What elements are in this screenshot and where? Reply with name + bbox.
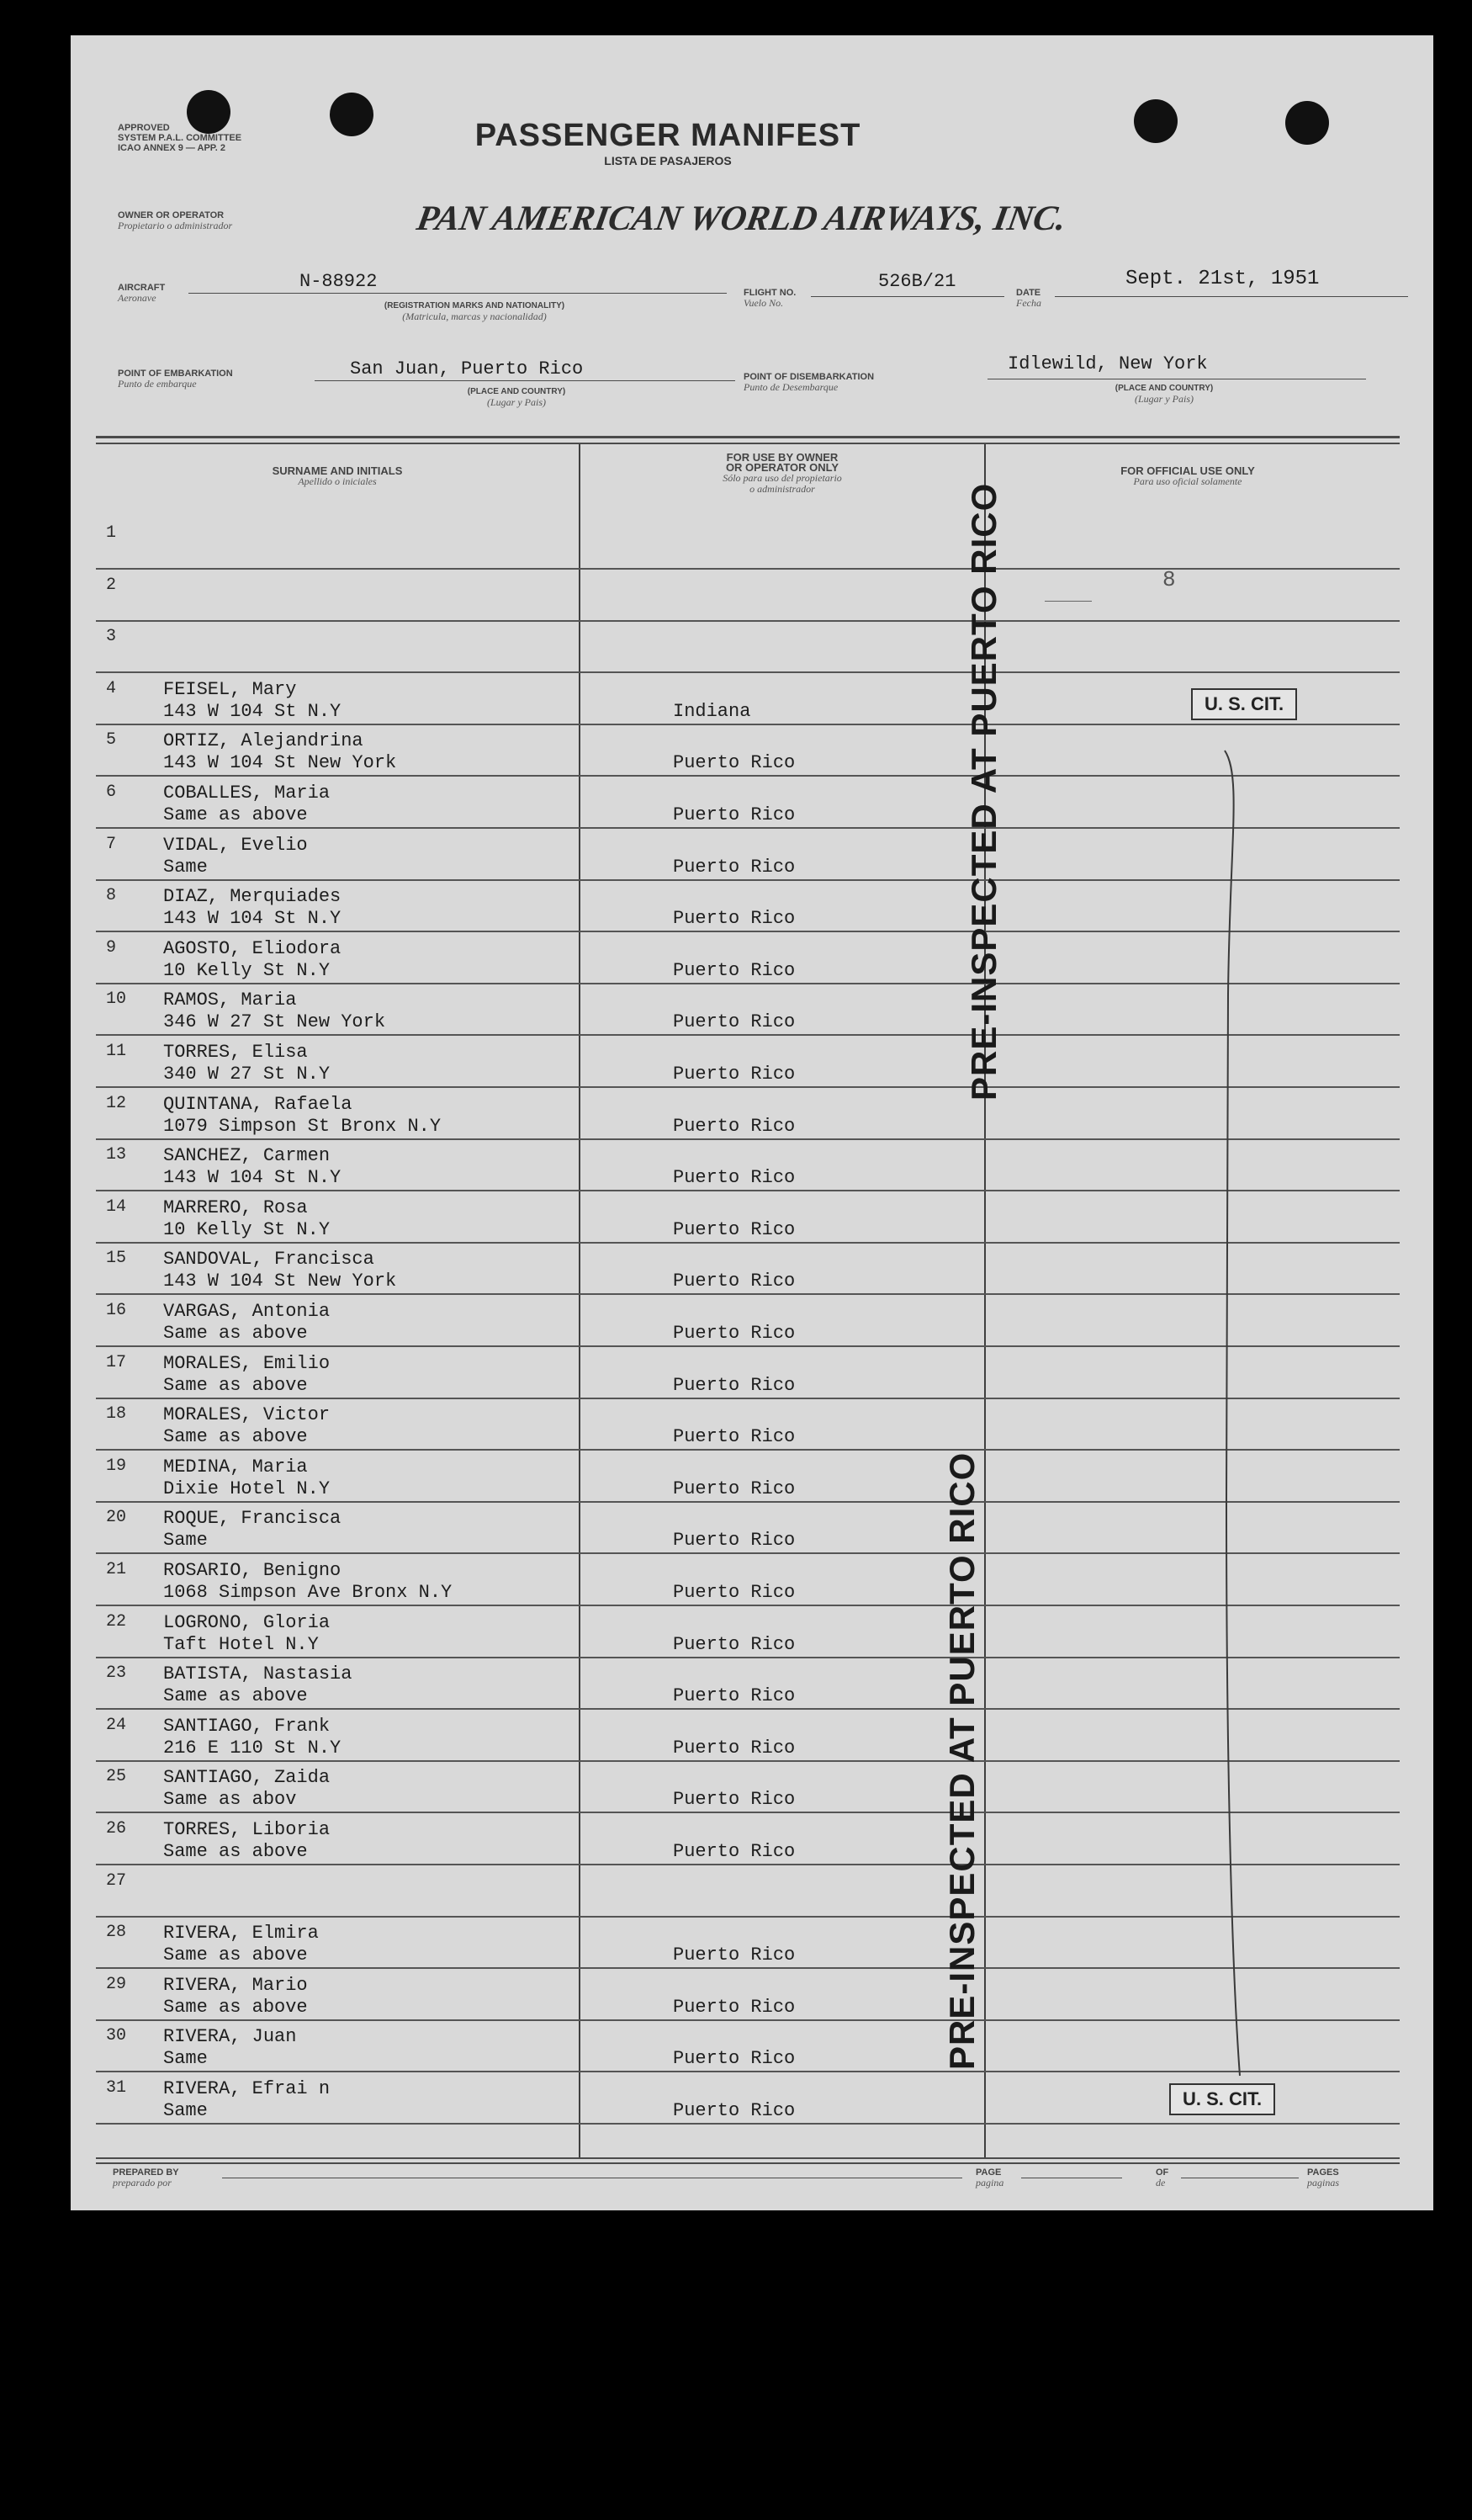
row-number: 24 [106, 1716, 127, 1735]
table-row [71, 570, 1433, 623]
row-number: 19 [106, 1456, 127, 1476]
passenger-name: SANCHEZ, Carmen [163, 1145, 331, 1166]
passenger-name: ORTIZ, Alejandrina [163, 730, 363, 751]
label-es: pagina [976, 2177, 1004, 2188]
passenger-name: VARGAS, Antonia [163, 1301, 331, 1322]
disembark-value: Idlewild, New York [1008, 353, 1208, 374]
label-es: paginas [1307, 2177, 1340, 2188]
passenger-name: LOGRONO, Gloria [163, 1612, 331, 1633]
row-rule [96, 671, 1400, 673]
header-es: Para uso oficial solamente [1133, 475, 1242, 487]
embark-value: San Juan, Puerto Rico [350, 358, 584, 379]
label-es: Aeronave [118, 292, 156, 304]
table-row [71, 518, 1433, 570]
operator-origin: Puerto Rico [673, 1634, 796, 1655]
row-number: 17 [106, 1353, 127, 1372]
note-es: (Lugar y Pais) [487, 396, 546, 408]
row-number: 13 [106, 1145, 127, 1165]
label-en: DATE [1016, 288, 1041, 298]
passenger-name: ROSARIO, Benigno [163, 1560, 342, 1581]
passenger-address: 216 E 110 St N.Y [163, 1737, 342, 1759]
airline-logo-text: PAN AMERICAN WORLD AIRWAYS, INC. [413, 199, 1070, 238]
label-es: Punto de embarque [118, 378, 197, 390]
passenger-address: 340 W 27 St N.Y [163, 1064, 331, 1085]
passenger-address: Taft Hotel N.Y [163, 1634, 319, 1655]
row-number: 10 [106, 989, 127, 1009]
passenger-name: MEDINA, Maria [163, 1456, 308, 1478]
operator-origin: Puerto Rico [673, 1997, 796, 2018]
row-rule [96, 568, 1400, 570]
passenger-name: FEISEL, Mary [163, 679, 297, 700]
label-en: PAGES [1307, 2167, 1339, 2178]
approval-line: SYSTEM P.A.L. COMMITTEE [118, 133, 242, 143]
row-number: 26 [106, 1819, 127, 1838]
passenger-address: 10 Kelly St N.Y [163, 1219, 331, 1240]
row-number: 9 [106, 938, 117, 958]
row-number: 6 [106, 783, 117, 802]
operator-origin: Puerto Rico [673, 1167, 796, 1188]
passenger-address: 143 W 104 St New York [163, 1271, 397, 1292]
operator-origin: Puerto Rico [673, 960, 796, 981]
passenger-address: Same as above [163, 1944, 308, 1966]
row-number: 30 [106, 2026, 127, 2045]
passenger-name: RIVERA, Mario [163, 1975, 308, 1996]
row-number: 29 [106, 1975, 127, 1994]
row-number: 5 [106, 730, 117, 750]
operator-origin: Puerto Rico [673, 857, 796, 878]
page-subtitle: LISTA DE PASAJEROS [604, 154, 732, 167]
passenger-address: Same as above [163, 1375, 308, 1396]
page-label [976, 2167, 1003, 2188]
passenger-address: Same as above [163, 1426, 308, 1447]
operator-origin: Puerto Rico [673, 1219, 796, 1240]
label-en: AIRCRAFT [118, 283, 166, 293]
row-number: 11 [106, 1042, 127, 1061]
passenger-address: 1079 Simpson St Bronx N.Y [163, 1116, 442, 1137]
row-number: 20 [106, 1508, 127, 1527]
date-value: Sept. 21st, 1951 [1125, 268, 1320, 290]
table-bottom-rule [96, 2162, 1400, 2164]
of-label [1156, 2167, 1168, 2188]
table-bottom-rule [96, 2157, 1400, 2159]
passenger-address: 143 W 104 St N.Y [163, 701, 342, 722]
label-es: Fecha [1016, 297, 1041, 309]
passenger-name: COBALLES, Maria [163, 783, 331, 804]
passenger-name: VIDAL, Evelio [163, 835, 308, 856]
passenger-name: AGOSTO, Eliodora [163, 938, 342, 959]
passenger-name: DIAZ, Merquiades [163, 886, 342, 907]
passenger-name: BATISTA, Nastasia [163, 1663, 352, 1684]
label-es: Propietario o administrador [118, 220, 233, 231]
operator-origin: Indiana [673, 701, 751, 722]
passenger-address: 10 Kelly St N.Y [163, 960, 331, 981]
header-es: Apellido o iniciales [298, 475, 377, 487]
passenger-name: RAMOS, Maria [163, 989, 297, 1011]
row-number: 2 [106, 576, 117, 595]
row-number: 25 [106, 1767, 127, 1786]
row-number: 7 [106, 835, 117, 854]
passenger-address: Same [163, 2100, 208, 2121]
page-title: PASSENGER MANIFEST [474, 118, 861, 153]
passenger-name: ROQUE, Francisca [163, 1508, 342, 1529]
passenger-name: MORALES, Emilio [163, 1353, 331, 1374]
row-number: 12 [106, 1094, 127, 1113]
label-es: preparado por [113, 2177, 172, 2188]
passenger-address: Same as above [163, 1997, 308, 2018]
passenger-name: QUINTANA, Rafaela [163, 1094, 352, 1115]
operator-origin: Puerto Rico [673, 1064, 796, 1085]
approval-line: APPROVED [118, 123, 170, 133]
row-number: 23 [106, 1663, 127, 1683]
label-en: OWNER OR OPERATOR [118, 210, 225, 220]
operator-origin: Puerto Rico [673, 1271, 796, 1292]
operator-origin: Puerto Rico [673, 1323, 796, 1344]
passenger-address: Same [163, 1530, 208, 1551]
operator-origin: Puerto Rico [673, 1426, 796, 1447]
header-es: o administrador [749, 483, 815, 495]
passenger-name: SANTIAGO, Frank [163, 1716, 331, 1737]
row-number: 15 [106, 1249, 127, 1268]
inspection-stamp: PRE-INSPECTED AT PUERTO RICO [942, 1451, 982, 2070]
operator-origin: Puerto Rico [673, 1582, 796, 1603]
passenger-name: RIVERA, Juan [163, 2026, 297, 2047]
row-number: 18 [106, 1404, 127, 1424]
label-en: FLIGHT NO. [744, 288, 797, 298]
table-row [71, 622, 1433, 674]
row-rule [96, 2123, 1400, 2125]
header-en: OR OPERATOR ONLY [725, 461, 839, 474]
manifest-sheet [71, 35, 1433, 2210]
passenger-name: MORALES, Victor [163, 1404, 331, 1425]
passenger-address: Dixie Hotel N.Y [163, 1478, 331, 1499]
inspection-stamp: PRE-INSPECTED AT PUERTO RICO [964, 482, 1003, 1101]
note-es: (Lugar y Pais) [1135, 393, 1194, 405]
row-number: 4 [106, 679, 117, 698]
passenger-address: Same [163, 857, 208, 878]
pages-label [1307, 2167, 1339, 2188]
operator-origin: Puerto Rico [673, 1375, 796, 1396]
passenger-address: 143 W 104 St New York [163, 752, 397, 773]
row-number: 28 [106, 1923, 127, 1942]
passenger-address: Same as above [163, 1685, 308, 1706]
label-en: PAGE [976, 2167, 1002, 2178]
operator-origin: Puerto Rico [673, 804, 796, 825]
operator-origin: Puerto Rico [673, 1841, 796, 1862]
passenger-address: 143 W 104 St N.Y [163, 908, 342, 929]
bracket-line [1164, 742, 1257, 2088]
header-en: FOR OFFICIAL USE ONLY [1120, 464, 1255, 477]
operator-origin: Puerto Rico [673, 1116, 796, 1137]
row-number: 27 [106, 1871, 127, 1891]
label-es: Punto de Desembarque [744, 381, 839, 393]
approval-line: ICAO ANNEX 9 — APP. 2 [118, 143, 225, 153]
flight-value: 526B/21 [878, 271, 956, 292]
passenger-address: 346 W 27 St New York [163, 1011, 386, 1032]
passenger-address: 1068 Simpson Ave Bronx N.Y [163, 1582, 453, 1603]
row-number: 16 [106, 1301, 127, 1320]
header-es: Sólo para uso del propietario [723, 472, 842, 484]
passenger-name: RIVERA, Elmira [163, 1923, 319, 1944]
label-en: PREPARED BY [113, 2167, 179, 2178]
passenger-address: 143 W 104 St N.Y [163, 1167, 342, 1188]
passenger-address: Same as above [163, 1841, 308, 1862]
label-en: OF [1156, 2167, 1169, 2178]
tally-dash [1045, 601, 1092, 602]
header-en: SURNAME AND INITIALS [272, 464, 403, 477]
label-es: de [1156, 2177, 1166, 2188]
operator-origin: Puerto Rico [673, 1944, 796, 1966]
prepared-by-label [113, 2167, 179, 2188]
row-number: 1 [106, 523, 117, 543]
note-en: (REGISTRATION MARKS AND NATIONALITY) [384, 301, 565, 310]
operator-origin: Puerto Rico [673, 1685, 796, 1706]
operator-origin: Puerto Rico [673, 1478, 796, 1499]
passenger-address: Same as above [163, 804, 308, 825]
row-number: 21 [106, 1560, 127, 1579]
passenger-name: TORRES, Liboria [163, 1819, 331, 1840]
passenger-name: MARRERO, Rosa [163, 1197, 308, 1218]
passenger-name: SANDOVAL, Francisca [163, 1249, 374, 1270]
passenger-address: Same as above [163, 1323, 308, 1344]
row-number: 31 [106, 2078, 127, 2098]
operator-origin: Puerto Rico [673, 908, 796, 929]
label-en: POINT OF EMBARKATION [118, 369, 233, 379]
us-citizen-stamp: U. S. CIT. [1191, 688, 1297, 720]
label-en: POINT OF DISEMBARKATION [744, 372, 875, 382]
aircraft-value: N-88922 [299, 271, 378, 292]
operator-origin: Puerto Rico [673, 1789, 796, 1810]
note-en: (PLACE AND COUNTRY) [467, 387, 566, 396]
passenger-address: Same as abov [163, 1789, 297, 1810]
operator-origin: Puerto Rico [673, 752, 796, 773]
note-en: (PLACE AND COUNTRY) [1115, 384, 1214, 393]
operator-origin: Puerto Rico [673, 1737, 796, 1759]
passenger-name: SANTIAGO, Zaida [163, 1767, 331, 1788]
operator-origin: Puerto Rico [673, 2100, 796, 2121]
note-es: (Matricula, marcas y nacionalidad) [402, 310, 547, 322]
row-number: 22 [106, 1612, 127, 1631]
passenger-name: TORRES, Elisa [163, 1042, 308, 1063]
row-number: 14 [106, 1197, 127, 1217]
operator-origin: Puerto Rico [673, 1011, 796, 1032]
count-mark: 8 [1162, 567, 1176, 592]
operator-origin: Puerto Rico [673, 2048, 796, 2069]
row-number: 3 [106, 627, 117, 646]
us-citizen-stamp: U. S. CIT. [1169, 2083, 1275, 2115]
operator-origin: Puerto Rico [673, 1530, 796, 1551]
label-es: Vuelo No. [744, 297, 784, 309]
header-en: FOR USE BY OWNER [726, 451, 839, 464]
row-number: 8 [106, 886, 117, 905]
passenger-address: Same [163, 2048, 208, 2069]
passenger-name: RIVERA, Efrai n [163, 2078, 331, 2099]
